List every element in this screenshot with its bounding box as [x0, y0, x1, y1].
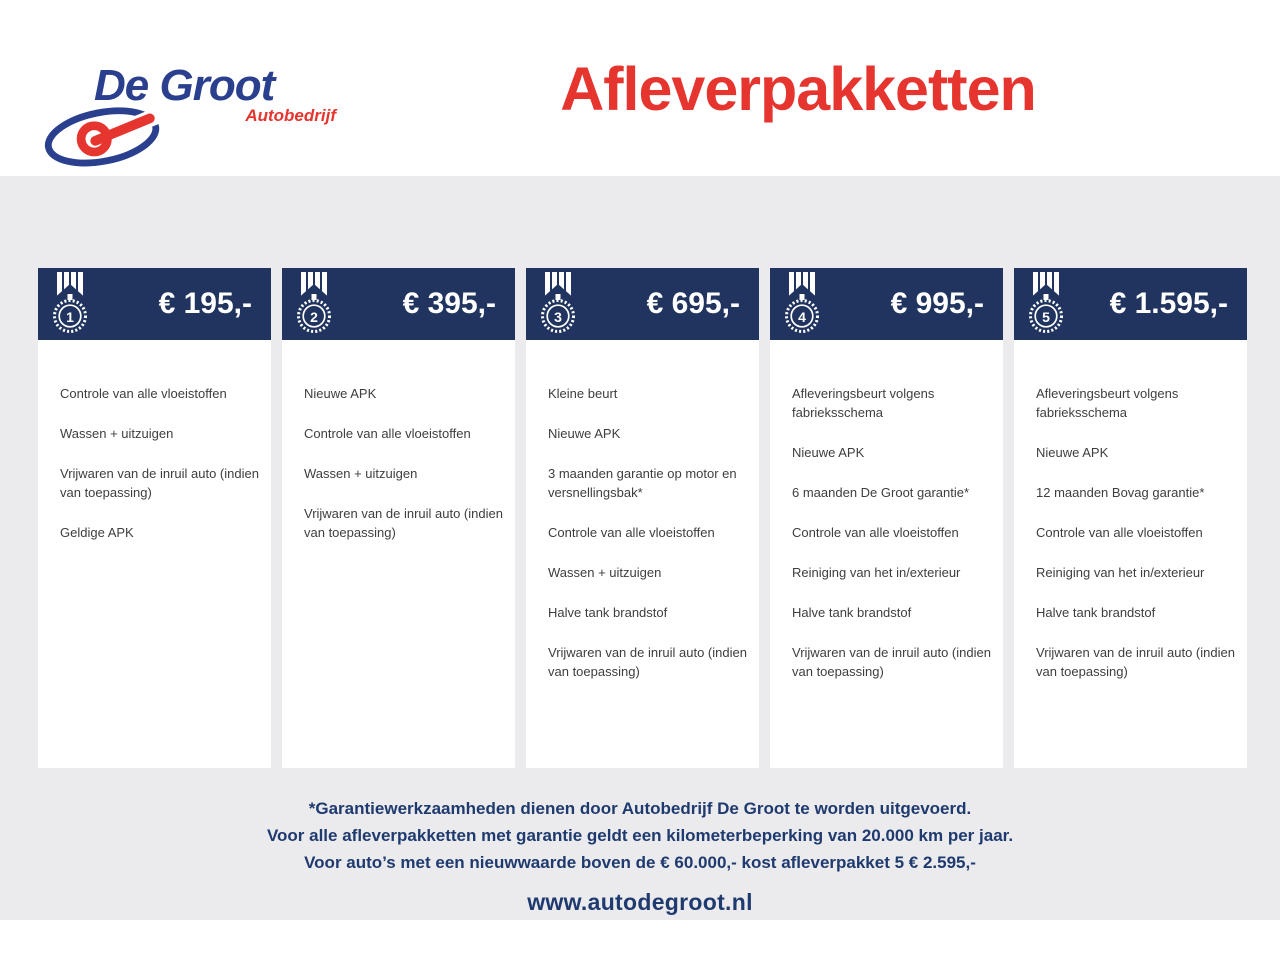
package-item: Geldige APK — [60, 525, 134, 540]
package-item-list-3 — [548, 384, 747, 681]
package-item: Controle van alle vloeistoffen — [304, 426, 471, 441]
package-header-3 — [526, 268, 759, 340]
package-item: Wassen + uitzuigen — [548, 565, 662, 580]
package-item: Reiniging van het in/exterieur — [1036, 565, 1205, 580]
medal-5-icon — [1025, 271, 1069, 337]
package-item: Vrijwaren van de inruil auto (indien van toepassing) — [60, 466, 259, 500]
medal-3-icon — [537, 271, 581, 337]
package-item: Vrijwaren van de inruil auto (indien van toepassing) — [1036, 645, 1235, 679]
medal-3-number: 3 — [554, 309, 562, 325]
package-header-1 — [38, 268, 271, 340]
package-body-1 — [38, 340, 271, 563]
package-header-5 — [1014, 268, 1247, 340]
package-item-list-4 — [792, 384, 991, 681]
package-item: Reiniging van het in/exterieur — [792, 565, 961, 580]
package-item: Vrijwaren van de inruil auto (indien van toepassing) — [792, 645, 991, 679]
package-item: Wassen + uitzuigen — [304, 466, 418, 481]
page-title: Afleverpakketten — [560, 55, 1036, 123]
package-item: Vrijwaren van de inruil auto (indien van toepassing) — [548, 645, 747, 679]
website-url: www.autodegroot.nl — [527, 889, 753, 915]
package-card-5 — [1014, 268, 1247, 768]
package-item: Kleine beurt — [548, 386, 618, 401]
package-item: Vrijwaren van de inruil auto (indien van toepassing) — [304, 506, 503, 540]
package-item: Nieuwe APK — [304, 386, 377, 401]
package-card-4 — [770, 268, 1003, 768]
package-price-1: € 195,- — [158, 287, 252, 320]
footnote-line-3: Voor auto’s met een nieuwwaarde boven de € 60.000,- kost afleverpakket 5 € 2.595,- — [304, 853, 976, 872]
package-item: Wassen + uitzuigen — [60, 426, 174, 441]
package-item: Controle van alle vloeistoffen — [548, 525, 715, 540]
package-item: Controle van alle vloeistoffen — [1036, 525, 1203, 540]
package-item: Controle van alle vloeistoffen — [60, 386, 227, 401]
package-body-5 — [1014, 340, 1247, 702]
package-price-3: € 695,- — [646, 287, 740, 320]
package-item: Nieuwe APK — [792, 445, 865, 460]
package-card-2 — [282, 268, 515, 768]
package-body-2 — [282, 340, 515, 563]
package-item: Nieuwe APK — [1036, 445, 1109, 460]
medal-5-number: 5 — [1042, 309, 1050, 325]
brand-logo — [44, 61, 336, 169]
package-header-4 — [770, 268, 1003, 340]
package-item-list-5 — [1036, 384, 1235, 681]
package-price-4: € 995,- — [890, 287, 984, 320]
package-item: Afleveringsbeurt volgens fabrieksschema — [792, 386, 935, 420]
package-card-3 — [526, 268, 759, 768]
medal-1-icon — [49, 271, 93, 337]
package-body-4 — [770, 340, 1003, 702]
package-item: Nieuwe APK — [548, 426, 621, 441]
medal-4-icon — [781, 271, 825, 337]
footnote-line-2: Voor alle afleverpakketten met garantie geldt een kilometerbeperking van 20.000 km per jaar. — [266, 826, 1014, 845]
medal-4-number: 4 — [798, 309, 806, 325]
package-price-2: € 395,- — [402, 287, 496, 320]
brand-name: De Groot — [94, 61, 275, 110]
medal-1-number: 1 — [66, 309, 74, 325]
package-body-3 — [526, 340, 759, 702]
package-item-list-2 — [304, 384, 503, 542]
package-header-2 — [282, 268, 515, 340]
package-item: 6 maanden De Groot garantie* — [792, 485, 970, 500]
package-item: Controle van alle vloeistoffen — [792, 525, 959, 540]
medal-2-icon — [293, 271, 337, 337]
package-item: Halve tank brandstof — [548, 605, 668, 620]
package-cards — [38, 268, 1247, 768]
footnotes — [0, 795, 1280, 876]
brand-logo-text — [94, 61, 342, 126]
package-item: 3 maanden garantie op motor en versnellingsbak* — [548, 466, 737, 500]
brand-subtitle: Autobedrijf — [245, 106, 336, 125]
package-price-5: € 1.595,- — [1109, 287, 1228, 320]
footnote-line-1: *Garantiewerkzaamheden dienen door Autobedrijf De Groot te worden uitgevoerd. — [308, 799, 972, 818]
package-item: Halve tank brandstof — [1036, 605, 1156, 620]
package-card-1 — [38, 268, 271, 768]
medal-2-number: 2 — [310, 309, 318, 325]
package-item-list-1 — [60, 384, 259, 542]
package-item: 12 maanden Bovag garantie* — [1036, 485, 1205, 500]
package-item: Halve tank brandstof — [792, 605, 912, 620]
package-item: Afleveringsbeurt volgens fabrieksschema — [1036, 386, 1179, 420]
